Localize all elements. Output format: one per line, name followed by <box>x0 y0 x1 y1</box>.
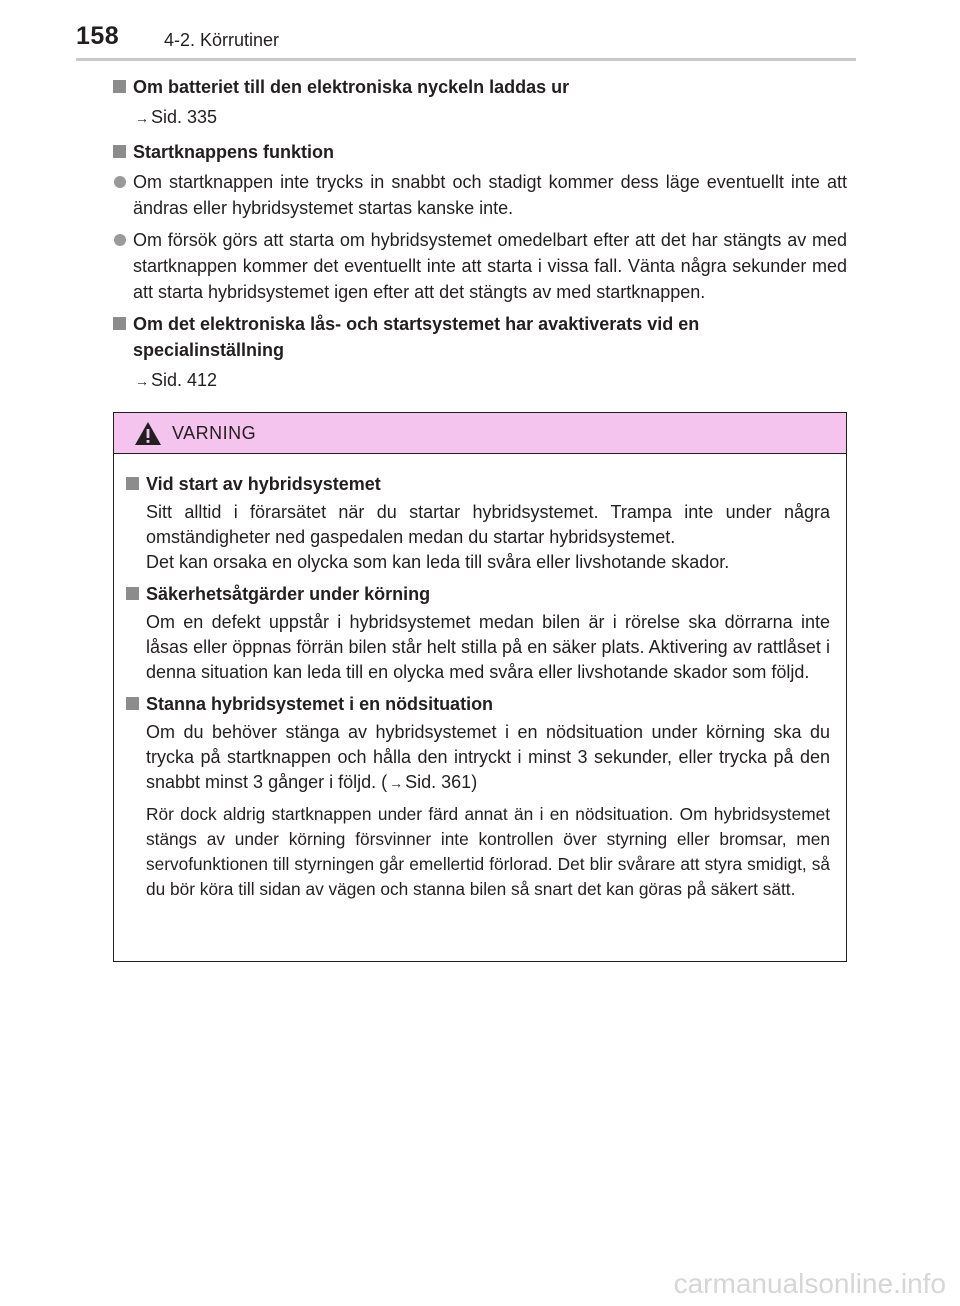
warning-subheading <box>126 581 830 607</box>
square-bullet-icon <box>113 145 126 158</box>
warning-body <box>114 454 846 902</box>
arrow-right-icon: → <box>135 373 149 389</box>
section-heading <box>113 311 847 363</box>
square-bullet-icon <box>113 80 126 93</box>
warning-subheading <box>126 471 830 497</box>
warning-title: VARNING <box>172 423 257 443</box>
paragraph-text-end: ) <box>471 772 478 792</box>
page-reference[interactable] <box>113 104 847 131</box>
bullet-text: Om startknappen inte trycks in snabbt och stadigt kommer dess läge eventuellt inte att ändras eller hybridsystemet startas kanske inte. <box>133 172 847 218</box>
paragraph-text: Det kan orsaka en olycka som kan leda till svåra eller livshotande skador. <box>146 552 730 572</box>
paragraph-text: Om en defekt uppstår i hybridsystemet medan bilen är i rörelse ska dörrarna inte låsas eller öppnas förrän bilen står helt stilla på en säker plats. Aktivering av rattlåset i denna situation kan leda till en olycka med svåra eller livshotande skador som följd. <box>146 612 830 682</box>
warning-paragraph <box>126 720 830 796</box>
paragraph-text: Sitt alltid i förarsätet när du startar hybridsystemet. Trampa inte under några omständigheter ned gaspedalen medan du startar hybridsystemet. <box>146 502 830 547</box>
page-reference[interactable] <box>113 367 847 394</box>
heading-text: Startknappens funktion <box>133 142 335 162</box>
section-heading <box>113 74 847 100</box>
bullet-text: Om försök görs att starta om hybridsystemet omedelbart efter att det har stängts av med startknappen kommer det eventuellt inte att starta i vissa fall. Vänta några sekunder med att starta hybridsystemet igen efter att det stängts av med startknappen. <box>133 230 847 302</box>
square-bullet-icon <box>126 697 139 710</box>
subheading-text: Vid start av hybridsystemet <box>146 474 381 494</box>
reference-text: Sid. 335 <box>151 107 218 127</box>
page-number: 158 <box>76 22 120 50</box>
heading-text: Om det elektroniska lås- och startsystemet har avaktiverats vid en specialinställning <box>133 314 700 360</box>
warning-subheading <box>126 691 830 717</box>
circle-bullet-icon <box>114 234 126 246</box>
paragraph-text: Om du behöver stänga av hybridsystemet i en nödsituation under körning ska du trycka på startknappen och hålla den intryckt i minst 3 sekunder, eller trycka på den snabbt minst 3 gånger i följd. ( <box>146 722 830 792</box>
heading-text: Om batteriet till den elektroniska nyckeln laddas ur <box>133 77 570 97</box>
warning-paragraph <box>126 802 830 902</box>
watermark: carmanualsonline.info <box>673 1268 946 1299</box>
warning-box <box>113 412 847 962</box>
warning-triangle-icon <box>134 421 162 446</box>
arrow-right-icon: → <box>389 775 404 791</box>
bullet-item <box>113 227 847 305</box>
arrow-right-icon: → <box>135 110 149 126</box>
header-rule <box>76 58 856 61</box>
paragraph-text: Rör dock aldrig startknappen under färd annat än i en nödsituation. Om hybridsystemet stängs av under körning försvinner inte kontrollen över styrning eller bromsar, men servofunktionen till styrningen går emellertid förlorad. Det blir svårare att styra smidigt, så du bör köra till sidan av vägen och stanna bilen så snart det kan göras på säkert sätt. <box>146 804 830 899</box>
square-bullet-icon <box>113 317 126 330</box>
subheading-text: Säkerhetsåtgärder under körning <box>146 584 431 604</box>
main-content <box>113 74 847 402</box>
warning-paragraph <box>126 500 830 550</box>
subheading-text: Stanna hybridsystemet i en nödsituation <box>146 694 494 714</box>
warning-header <box>114 413 846 454</box>
reference-text: Sid. 412 <box>151 370 218 390</box>
section-title: 4-2. Körrutiner <box>164 30 280 50</box>
square-bullet-icon <box>126 587 139 600</box>
section-heading <box>113 139 847 165</box>
square-bullet-icon <box>126 477 139 490</box>
bullet-item <box>113 169 847 221</box>
warning-paragraph <box>126 550 830 575</box>
warning-paragraph <box>126 610 830 685</box>
inline-page-reference[interactable]: Sid. 361 <box>405 772 472 792</box>
circle-bullet-icon <box>114 176 126 188</box>
